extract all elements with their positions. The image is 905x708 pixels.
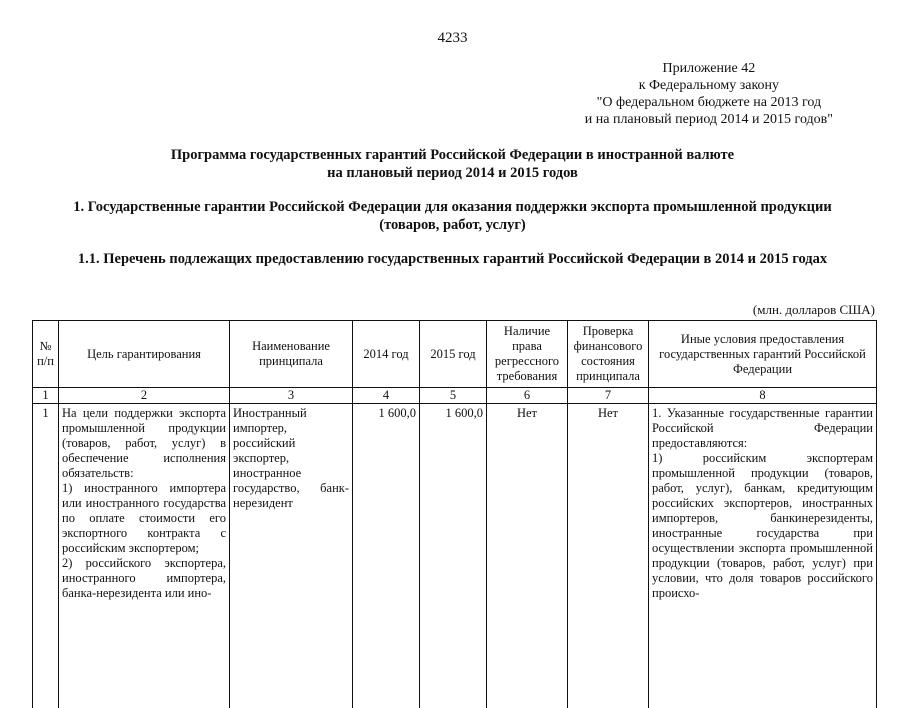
appendix-line-3: "О федеральном бюджете на 2013 год: [585, 94, 833, 111]
table-header-row: [33, 321, 877, 388]
principal-cell: Иностранный импортер, российский экспортер, иностранное государство, банк-нерезидент: [230, 404, 353, 708]
appendix-line-4: и на плановый период 2014 и 2015 годов": [585, 111, 833, 128]
subsection-heading: 1.1. Перечень подлежащих предоставлению государственных гарантий Российской Федерации в 2014 и 2015 годах: [0, 250, 905, 268]
page-number: 4233: [0, 30, 905, 47]
regress-cell: Нет: [487, 404, 568, 708]
purpose-paragraph: На цели поддержки экспорта промышленной продукции (товаров, работ, услуг) в обеспечение исполнения обязательств:: [62, 406, 226, 481]
column-number: 5: [420, 388, 487, 404]
units-note: (млн. долларов США): [753, 302, 875, 318]
header-2014: 2014 год: [353, 321, 420, 388]
section-heading-line-1: 1. Государственные гарантии Российской Федерации для оказания поддержки экспорта промышленной продукции: [0, 198, 905, 216]
document-title: [0, 146, 905, 182]
row-number: 1: [33, 404, 59, 708]
header-number: № п/п: [33, 321, 59, 388]
conditions-paragraph: 1. Указанные государственные гарантии Российской Федерации предоставляются:: [652, 406, 873, 451]
financial-check-cell: Нет: [568, 404, 649, 708]
appendix-line-1: Приложение 42: [585, 60, 833, 77]
appendix-header: [585, 60, 833, 128]
column-number: 1: [33, 388, 59, 404]
appendix-line-2: к Федеральному закону: [585, 77, 833, 94]
conditions-cell: [649, 404, 877, 708]
column-number: 4: [353, 388, 420, 404]
column-number: 8: [649, 388, 877, 404]
header-conditions: Иные условия предоставления государственных гарантий Российской Федерации: [649, 321, 877, 388]
section-heading: [0, 198, 905, 234]
conditions-paragraph: 1) российским экспортерам промышленной продукции (товаров, работ, услуг), банкам, кредитующим российских экспортеров, иностранных импортеров, банкинерезиденты, иностранные государства при осуществлении экспорта промышленной продукции (товаров, работ, услуг) при условии, что доля товаров российского происхо-: [652, 451, 873, 601]
header-regress: Наличие права регрессного требования: [487, 321, 568, 388]
column-number-row: [33, 388, 877, 404]
purpose-paragraph: 2) российского экспортера, иностранного импортера, банка-нерезидента или ино-: [62, 556, 226, 601]
section-heading-line-2: (товаров, работ, услуг): [0, 216, 905, 234]
column-number: 3: [230, 388, 353, 404]
column-number: 2: [59, 388, 230, 404]
header-purpose: Цель гарантирования: [59, 321, 230, 388]
document-title-line-1: Программа государственных гарантий Российской Федерации в иностранной валюте: [0, 146, 905, 164]
guarantees-table: [32, 320, 877, 708]
purpose-paragraph: 1) иностранного импортера или иностранного государства по оплате стоимости его экспортного контракта с российским экспортером;: [62, 481, 226, 556]
header-2015: 2015 год: [420, 321, 487, 388]
column-number: 7: [568, 388, 649, 404]
amount-2014-cell: 1 600,0: [353, 404, 420, 708]
column-number: 6: [487, 388, 568, 404]
amount-2015-cell: 1 600,0: [420, 404, 487, 708]
header-financial-check: Проверка финансового состояния принципала: [568, 321, 649, 388]
guarantee-purpose-cell: [59, 404, 230, 708]
header-principal: Наименование принципала: [230, 321, 353, 388]
table-row: [33, 404, 877, 708]
document-title-line-2: на плановый период 2014 и 2015 годов: [0, 164, 905, 182]
